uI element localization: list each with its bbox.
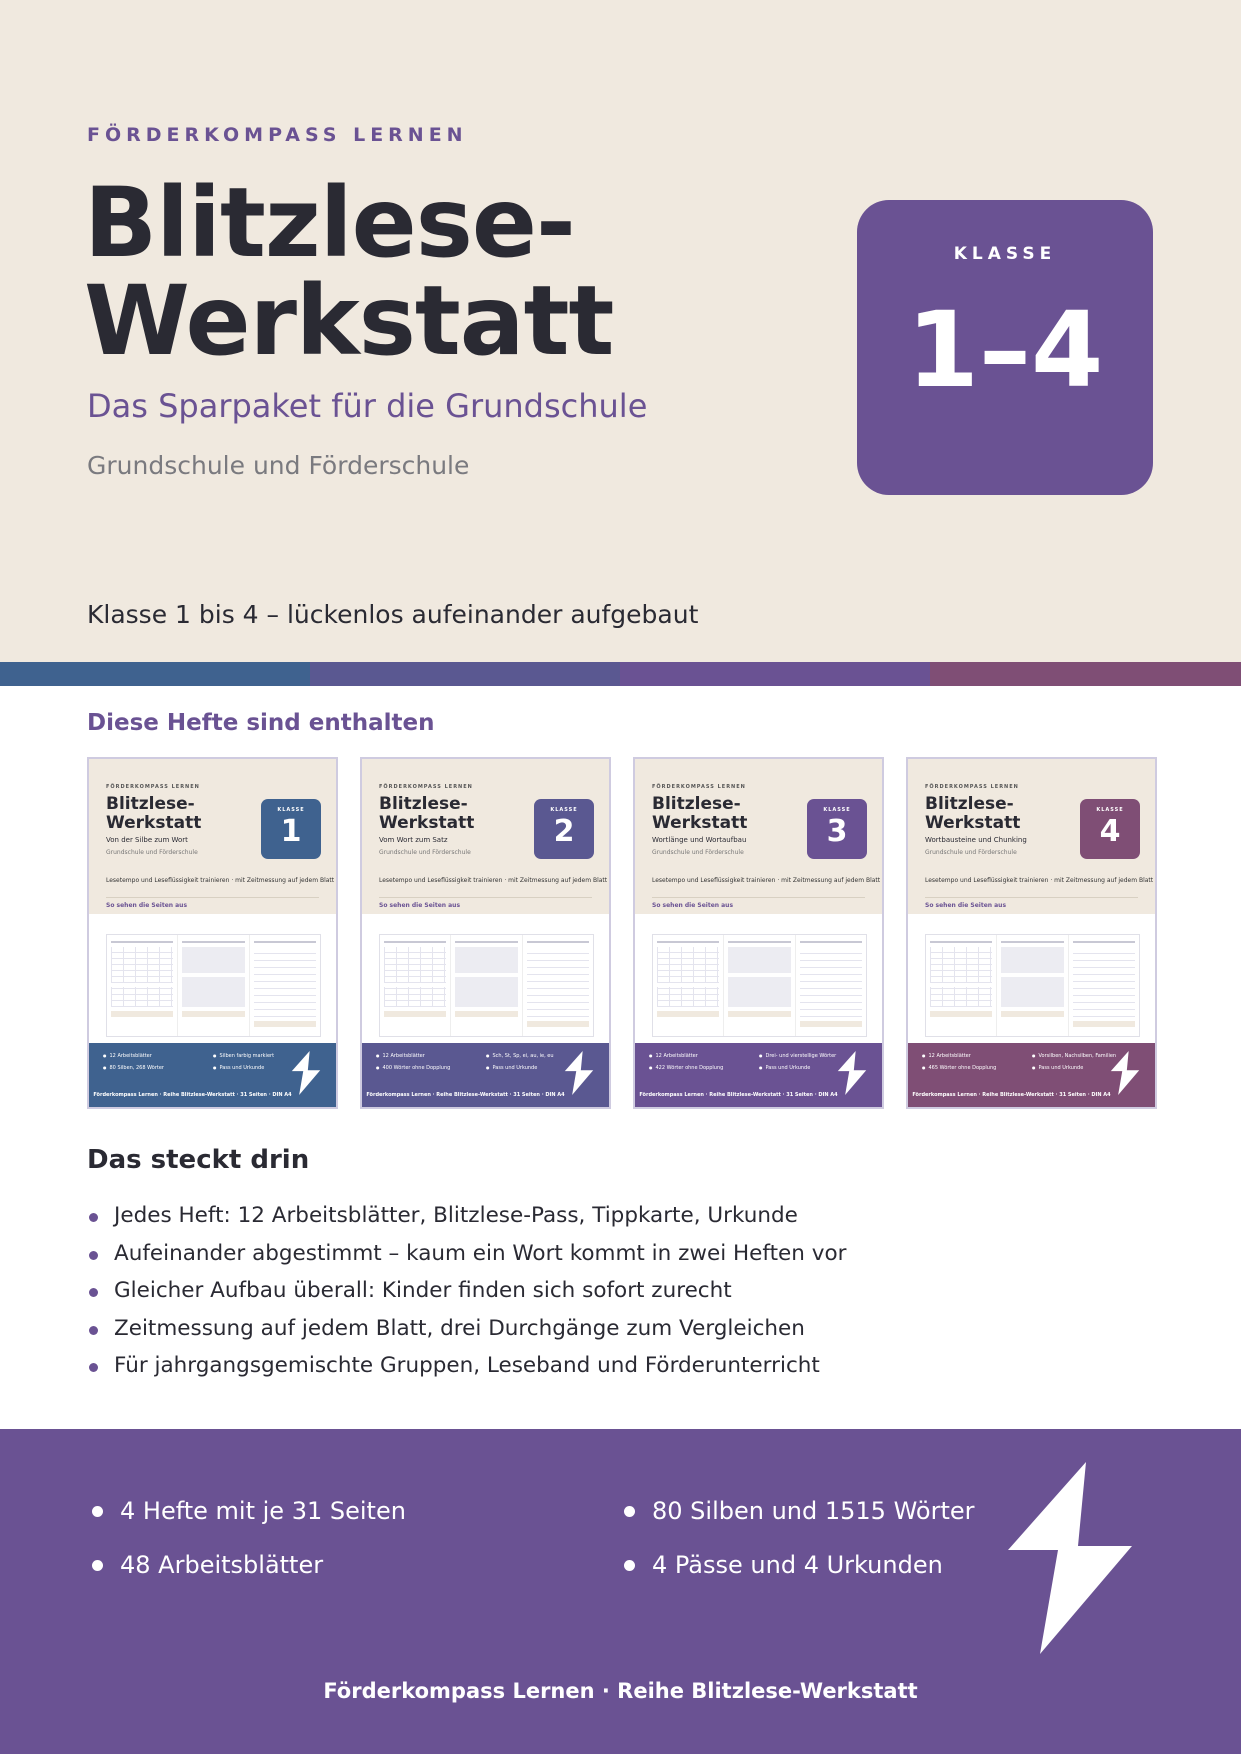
card-grade-label: KLASSE — [550, 807, 578, 813]
list-item: Jedes Heft: 12 Arbeitsblätter, Blitzlese-Pass, Tippkarte, Urkunde — [87, 1203, 846, 1241]
card-subtitle: Vom Wort zum Satz — [379, 836, 448, 844]
card-grade-badge — [807, 799, 867, 859]
card-header — [362, 759, 609, 914]
card-grade-label: KLASSE — [277, 807, 305, 813]
card-brand: FÖRDERKOMPASS LERNEN — [925, 784, 1019, 790]
card-grade-badge — [261, 799, 321, 859]
lightning-bolt-icon — [1006, 1462, 1134, 1654]
page-preview — [178, 935, 249, 1036]
card-feature: ● 465 Wörter ohne Dopplung — [922, 1065, 996, 1071]
page-previews — [106, 934, 321, 1037]
stat-item: 48 Arbeitsblätter — [88, 1550, 323, 1580]
card-title-line-2: Werkstatt — [925, 813, 1021, 833]
card-title — [106, 795, 201, 833]
brand-label: FÖRDERKOMPASS LERNEN — [87, 124, 468, 146]
grade-range: 1–4 — [906, 289, 1104, 411]
page-preview — [724, 935, 795, 1036]
card-feature: ● 400 Wörter ohne Dopplung — [376, 1065, 450, 1071]
card-grade-label: KLASSE — [823, 807, 851, 813]
card-divider — [652, 897, 865, 898]
card-school: Grundschule und Förderschule — [652, 849, 744, 856]
color-stripe-4 — [930, 662, 1241, 686]
booklet-card-2 — [360, 757, 611, 1109]
school-types: Grundschule und Förderschule — [87, 451, 470, 480]
card-school: Grundschule und Förderschule — [925, 849, 1017, 856]
card-tagline: Lesetempo und Leseflüssigkeit trainieren · mit Zeitmessung auf jedem Blatt — [106, 877, 335, 884]
card-title-line-1: Blitzlese- — [379, 794, 468, 814]
card-footer-band — [89, 1043, 336, 1107]
card-title-line-2: Werkstatt — [106, 813, 202, 833]
card-feature: ● 12 Arbeitsblätter — [103, 1053, 152, 1059]
card-footer-text: Förderkompass Lernen · Reihe Blitzlese-Werkstatt · 31 Seiten · DIN A4 — [912, 1092, 1111, 1098]
main-title-line-2: Werkstatt — [84, 265, 614, 377]
card-header — [89, 759, 336, 914]
card-grade-number: 1 — [280, 814, 302, 849]
page-preview — [997, 935, 1068, 1036]
card-brand: FÖRDERKOMPASS LERNEN — [106, 784, 200, 790]
tagline: Klasse 1 bis 4 – lückenlos aufeinander aufgebaut — [87, 600, 699, 629]
card-footer-text: Förderkompass Lernen · Reihe Blitzlese-Werkstatt · 31 Seiten · DIN A4 — [639, 1092, 838, 1098]
booklet-card-3 — [633, 757, 884, 1109]
card-title — [925, 795, 1020, 833]
stat-item: 4 Hefte mit je 31 Seiten — [88, 1496, 406, 1526]
page-previews — [925, 934, 1140, 1037]
card-feature: ● 12 Arbeitsblätter — [922, 1053, 971, 1059]
color-stripe-2 — [310, 662, 620, 686]
card-grade-number: 2 — [553, 814, 575, 849]
list-item: Für jahrgangsgemischte Gruppen, Leseband und Förderunterricht — [87, 1353, 846, 1391]
hero-section — [0, 0, 1241, 662]
lightning-bolt-icon — [290, 1051, 322, 1095]
booklets-heading: Diese Hefte sind enthalten — [87, 710, 435, 736]
card-subtitle: Wortbausteine und Chunking — [925, 836, 1027, 844]
lightning-bolt-icon — [563, 1051, 595, 1095]
card-school: Grundschule und Förderschule — [379, 849, 471, 856]
booklet-card-1 — [87, 757, 338, 1109]
card-feature: ● Pass und Urkunde — [1032, 1065, 1083, 1071]
page-preview — [1069, 935, 1139, 1036]
grade-range-badge — [857, 200, 1153, 495]
card-footer-band — [362, 1043, 609, 1107]
card-footer-band — [908, 1043, 1155, 1107]
card-title-line-2: Werkstatt — [379, 813, 475, 833]
card-brand: FÖRDERKOMPASS LERNEN — [379, 784, 473, 790]
card-divider — [106, 897, 319, 898]
page-preview — [926, 935, 997, 1036]
card-feature: ● 12 Arbeitsblätter — [376, 1053, 425, 1059]
card-feature: ● Vorsilben, Nachsilben, Familien — [1032, 1053, 1116, 1059]
card-grade-number: 3 — [826, 814, 848, 849]
card-subtitle: Wortlänge und Wortaufbau — [652, 836, 747, 844]
page-preview — [523, 935, 593, 1036]
card-school: Grundschule und Förderschule — [106, 849, 198, 856]
card-title-line-1: Blitzlese- — [106, 794, 195, 814]
card-header — [908, 759, 1155, 914]
color-stripe-3 — [620, 662, 930, 686]
card-tagline: Lesetempo und Leseflüssigkeit trainieren · mit Zeitmessung auf jedem Blatt — [652, 877, 881, 884]
page-previews — [652, 934, 867, 1037]
grade-label: KLASSE — [953, 244, 1057, 264]
card-feature: ● Pass und Urkunde — [213, 1065, 264, 1071]
card-title-line-1: Blitzlese- — [925, 794, 1014, 814]
page-preview — [796, 935, 866, 1036]
stat-item: 80 Silben und 1515 Wörter — [620, 1496, 975, 1526]
stats-panel — [0, 1429, 1241, 1754]
card-feature: ● 422 Wörter ohne Dopplung — [649, 1065, 723, 1071]
card-tagline: Lesetempo und Leseflüssigkeit trainieren · mit Zeitmessung auf jedem Blatt — [925, 877, 1154, 884]
page-previews — [379, 934, 594, 1037]
card-see-pages: So sehen die Seiten aus — [652, 902, 734, 909]
contents-heading: Das steckt drin — [87, 1145, 310, 1175]
card-feature: ● 80 Silben, 268 Wörter — [103, 1065, 164, 1071]
card-feature: ● Sch, St, Sp, ei, au, ie, eu — [486, 1053, 554, 1059]
main-title-line-1: Blitzlese- — [84, 167, 575, 279]
contents-list — [87, 1203, 846, 1391]
card-subtitle: Von der Silbe zum Wort — [106, 836, 188, 844]
card-header — [635, 759, 882, 914]
color-stripe-1 — [0, 662, 310, 686]
subtitle: Das Sparpaket für die Grundschule — [87, 387, 648, 425]
card-title-line-1: Blitzlese- — [652, 794, 741, 814]
page-preview — [107, 935, 178, 1036]
lightning-bolt-icon — [1109, 1051, 1141, 1095]
card-divider — [925, 897, 1138, 898]
card-grade-badge — [534, 799, 594, 859]
card-divider — [379, 897, 592, 898]
card-footer-text: Förderkompass Lernen · Reihe Blitzlese-Werkstatt · 31 Seiten · DIN A4 — [366, 1092, 565, 1098]
list-item: Zeitmessung auf jedem Blatt, drei Durchgänge zum Vergleichen — [87, 1316, 846, 1354]
list-item: Gleicher Aufbau überall: Kinder finden sich sofort zurecht — [87, 1278, 846, 1316]
card-feature: ● Pass und Urkunde — [759, 1065, 810, 1071]
card-brand: FÖRDERKOMPASS LERNEN — [652, 784, 746, 790]
card-see-pages: So sehen die Seiten aus — [106, 902, 188, 909]
list-item: Aufeinander abgestimmt – kaum ein Wort kommt in zwei Heften vor — [87, 1241, 846, 1279]
booklet-card-4 — [906, 757, 1157, 1109]
card-footer-text: Förderkompass Lernen · Reihe Blitzlese-Werkstatt · 31 Seiten · DIN A4 — [93, 1092, 292, 1098]
card-grade-badge — [1080, 799, 1140, 859]
card-title-line-2: Werkstatt — [652, 813, 748, 833]
page-preview — [653, 935, 724, 1036]
card-title — [652, 795, 747, 833]
lightning-bolt-icon — [836, 1051, 868, 1095]
card-feature: ● Silben farbig markiert — [213, 1053, 274, 1059]
panel-footer: Förderkompass Lernen · Reihe Blitzlese-Werkstatt — [323, 1679, 918, 1703]
main-title — [84, 167, 614, 377]
card-feature: ● 12 Arbeitsblätter — [649, 1053, 698, 1059]
card-grade-label: KLASSE — [1096, 807, 1124, 813]
page-preview — [380, 935, 451, 1036]
card-footer-band — [635, 1043, 882, 1107]
card-see-pages: So sehen die Seiten aus — [379, 902, 461, 909]
card-tagline: Lesetempo und Leseflüssigkeit trainieren · mit Zeitmessung auf jedem Blatt — [379, 877, 608, 884]
card-feature: ● Drei- und vierstellige Wörter — [759, 1053, 836, 1059]
card-feature: ● Pass und Urkunde — [486, 1065, 537, 1071]
stat-item: 4 Pässe und 4 Urkunden — [620, 1550, 943, 1580]
page-preview — [451, 935, 522, 1036]
card-see-pages: So sehen die Seiten aus — [925, 902, 1007, 909]
page-preview — [250, 935, 320, 1036]
card-grade-number: 4 — [1099, 814, 1121, 849]
card-title — [379, 795, 474, 833]
